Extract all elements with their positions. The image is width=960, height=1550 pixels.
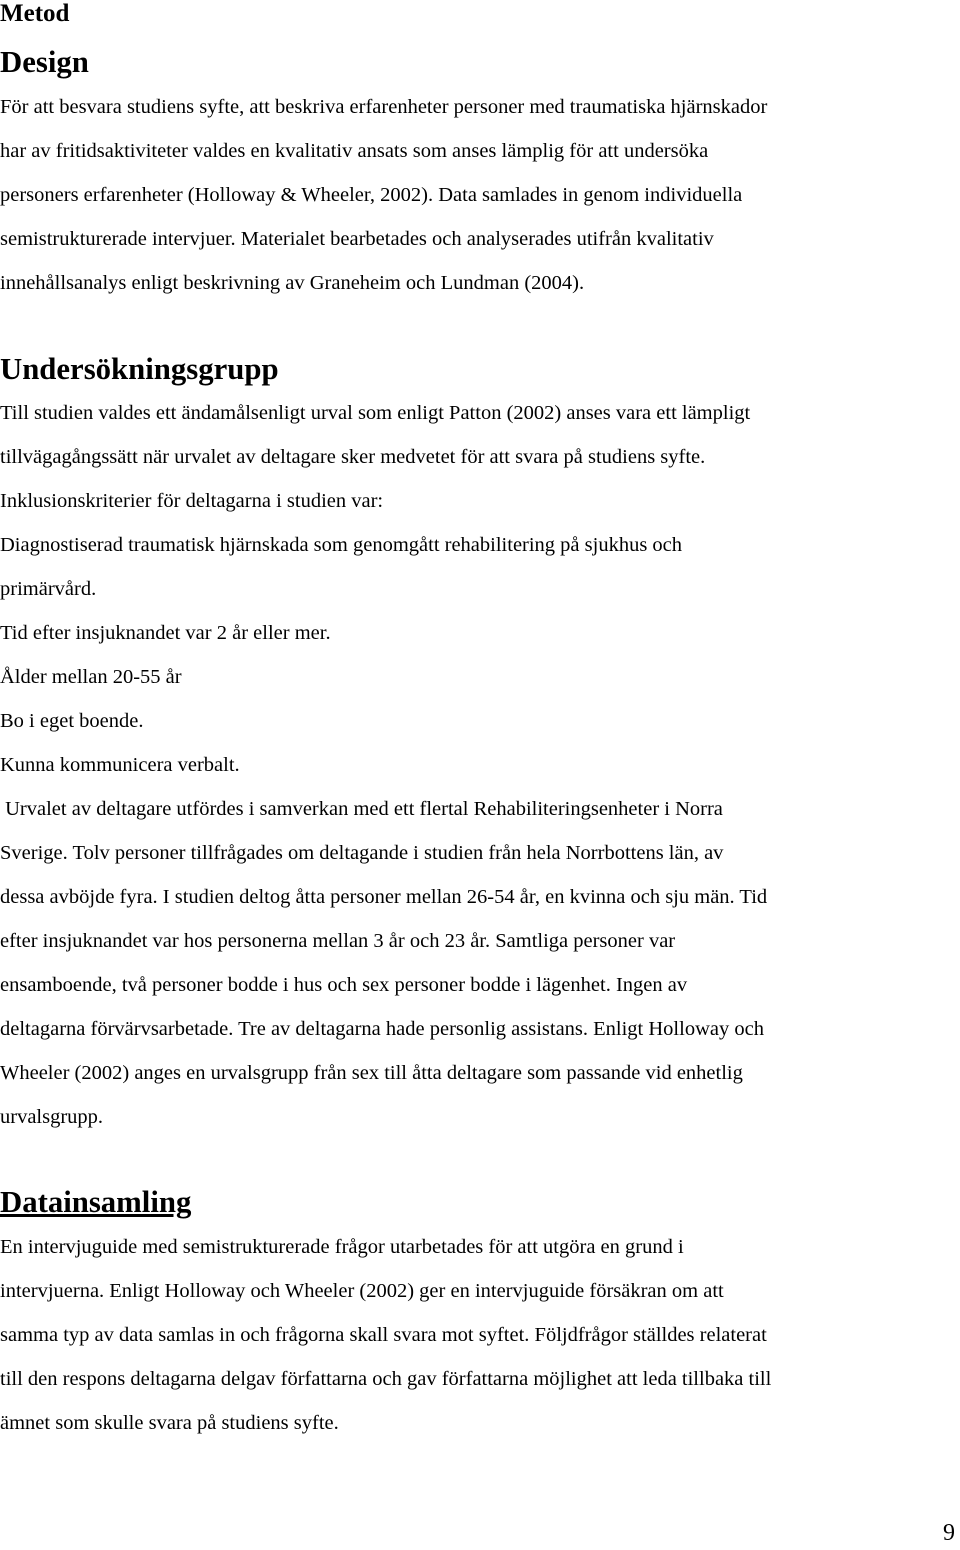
datainsamling-heading: Datainsamling — [0, 1185, 192, 1219]
undersokningsgrupp-line: tillvägagångssätt när urvalet av deltagare sker medvetet för att svara på studiens syfte. — [0, 446, 706, 468]
design-heading: Design — [0, 45, 89, 79]
design-line: semistrukturerade intervjuer. Materialet bearbetades och analyserades utifrån kvalitativ — [0, 228, 714, 250]
undersokningsgrupp-line: efter insjuknandet var hos personerna mellan 3 år och 23 år. Samtliga personer var — [0, 930, 676, 952]
undersokningsgrupp-line: Till studien valdes ett ändamålsenligt urval som enligt Patton (2002) anses vara ett lämpligt — [0, 402, 751, 424]
design-line: För att besvara studiens syfte, att beskriva erfarenheter personer med traumatiska hjärnskador — [0, 96, 768, 118]
undersokningsgrupp-line: Ålder mellan 20-55 år — [0, 666, 182, 688]
undersokningsgrupp-line: Diagnostiserad traumatisk hjärnskada som genomgått rehabilitering på sjukhus och — [0, 534, 683, 556]
undersokningsgrupp-line: deltagarna förvärvsarbetade. Tre av deltagarna hade personlig assistans. Enligt Holloway och — [0, 1018, 764, 1040]
undersokningsgrupp-line: Tid efter insjuknandet var 2 år eller mer. — [0, 622, 331, 644]
datainsamling-line: intervjuerna. Enligt Holloway och Wheeler (2002) ger en intervjuguide försäkran om att — [0, 1280, 724, 1302]
datainsamling-paragraph — [0, 1225, 960, 1445]
page-title: Metod — [0, 0, 70, 27]
design-paragraph — [0, 85, 960, 305]
datainsamling-line: ämnet som skulle svara på studiens syfte. — [0, 1412, 339, 1434]
design-line: personers erfarenheter (Holloway & Wheeler, 2002). Data samlades in genom individuella — [0, 184, 743, 206]
undersokningsgrupp-line: dessa avböjde fyra. I studien deltog åtta personer mellan 26-54 år, en kvinna och sju män. Tid — [0, 886, 768, 908]
undersokningsgrupp-line: Inklusionskriterier för deltagarna i studien var: — [0, 490, 384, 512]
undersokningsgrupp-line: Kunna kommunicera verbalt. — [0, 754, 240, 776]
datainsamling-line: till den respons deltagarna delgav författarna och gav författarna möjlighet att leda tillbaka till — [0, 1368, 772, 1390]
undersokningsgrupp-heading: Undersökningsgrupp — [0, 352, 279, 386]
design-line: har av fritidsaktiviteter valdes en kvalitativ ansats som anses lämplig för att undersöka — [0, 140, 709, 162]
undersokningsgrupp-line: Sverige. Tolv personer tillfrågades om deltagande i studien från hela Norrbottens län, av — [0, 842, 724, 864]
undersokningsgrupp-line: ensamboende, två personer bodde i hus och sex personer bodde i lägenhet. Ingen av — [0, 974, 688, 996]
undersokningsgrupp-line: urvalsgrupp. — [0, 1106, 104, 1128]
undersokningsgrupp-line: Wheeler (2002) anges en urvalsgrupp från sex till åtta deltagare som passande vid enhetlig — [0, 1062, 743, 1084]
page-number: 9 — [943, 1520, 955, 1546]
datainsamling-line: En intervjuguide med semistrukturerade frågor utarbetades för att utgöra en grund i — [0, 1236, 684, 1258]
undersokningsgrupp-line: Urvalet av deltagare utfördes i samverkan med ett flertal Rehabiliteringsenheter i Norra — [0, 798, 723, 820]
datainsamling-line: samma typ av data samlas in och frågorna skall svara mot syftet. Följdfrågor ställdes relaterat — [0, 1324, 767, 1346]
undersokningsgrupp-line: Bo i eget boende. — [0, 710, 144, 732]
undersokningsgrupp-paragraph — [0, 391, 960, 1139]
undersokningsgrupp-line: primärvård. — [0, 578, 97, 600]
design-line: innehållsanalys enligt beskrivning av Graneheim och Lundman (2004). — [0, 272, 585, 294]
